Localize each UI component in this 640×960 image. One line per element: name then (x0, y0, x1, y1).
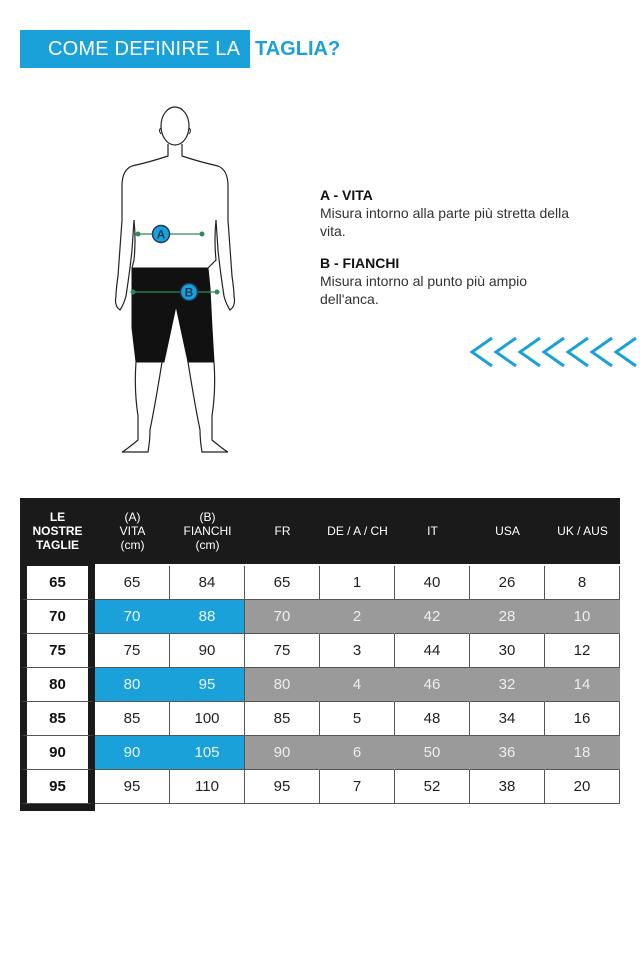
header-line: USA (495, 524, 520, 538)
header-line: (B) (199, 510, 216, 524)
table-cell: 16 (545, 702, 620, 736)
header-line: DE / A / CH (327, 524, 388, 538)
table-cell: 38 (470, 770, 545, 804)
table-cell: 95 (170, 668, 245, 702)
table-cell: 65 (95, 566, 170, 600)
table-cell: 12 (545, 634, 620, 668)
measure-waist (320, 186, 580, 240)
header-line: (cm) (120, 538, 145, 552)
chevron-left-icon (468, 334, 640, 375)
body-figure (100, 100, 250, 460)
table-cell: 34 (470, 702, 545, 736)
measurement-info (320, 186, 580, 322)
label-a: A (156, 227, 166, 242)
table-cell: 100 (170, 702, 245, 736)
header-our-sizes (20, 498, 95, 564)
page-header (20, 30, 340, 68)
table-cell: 1 (320, 566, 395, 600)
table-cell: 80 (95, 668, 170, 702)
table-cell: 44 (395, 634, 470, 668)
header-hips (170, 498, 245, 564)
header-line: TAGLIE (35, 538, 80, 552)
table-cell: 5 (320, 702, 395, 736)
size-cell: 85 (20, 702, 95, 736)
table-cell: 7 (320, 770, 395, 804)
header-de-a-ch (320, 498, 395, 564)
size-cell: 70 (20, 600, 95, 634)
table-row (20, 702, 620, 736)
size-cell: 80 (20, 668, 95, 702)
header-line: UK / AUS (557, 524, 608, 538)
table-cell: 18 (545, 736, 620, 770)
size-cell: 75 (20, 634, 95, 668)
table-cell: 48 (395, 702, 470, 736)
table-cell: 85 (245, 702, 320, 736)
table-row (20, 736, 620, 770)
header-waist (95, 498, 170, 564)
measure-waist-description: Misura intorno alla parte più stretta della vita. (320, 205, 570, 239)
header-line: LE (49, 510, 66, 524)
table-cell: 65 (245, 566, 320, 600)
table-cell: 95 (95, 770, 170, 804)
table-row (20, 634, 620, 668)
header-uk-aus (545, 498, 620, 564)
table-cell: 30 (470, 634, 545, 668)
table-cell: 80 (245, 668, 320, 702)
table-cell: 95 (245, 770, 320, 804)
size-table-body (20, 564, 620, 811)
table-cell: 10 (545, 600, 620, 634)
table-row (20, 770, 620, 804)
measure-hips-title: B - FIANCHI (320, 255, 400, 271)
measure-hips-description: Misura intorno al punto più ampio dell'anca. (320, 273, 528, 307)
header-title-strong: TAGLIA? (255, 37, 341, 60)
table-cell: 105 (170, 736, 245, 770)
header-line: VITA (119, 524, 146, 538)
table-cell: 4 (320, 668, 395, 702)
label-b: B (184, 285, 194, 300)
header-fr (245, 498, 320, 564)
table-cell: 14 (545, 668, 620, 702)
table-cell: 90 (245, 736, 320, 770)
size-table-header (20, 498, 620, 564)
size-table (20, 498, 620, 811)
size-cell: 65 (20, 566, 95, 600)
table-cell: 84 (170, 566, 245, 600)
table-cell: 3 (320, 634, 395, 668)
table-row (20, 668, 620, 702)
table-row (20, 600, 620, 634)
table-row (20, 566, 620, 600)
table-cell: 28 (470, 600, 545, 634)
table-cell: 88 (170, 600, 245, 634)
table-cell: 75 (245, 634, 320, 668)
header-usa (470, 498, 545, 564)
table-cell: 70 (245, 600, 320, 634)
measure-hips (320, 254, 580, 308)
body-outline-illustration (100, 100, 250, 460)
table-cell: 70 (95, 600, 170, 634)
table-cell: 32 (470, 668, 545, 702)
size-cell: 95 (20, 770, 95, 804)
table-cell: 90 (170, 634, 245, 668)
size-cell: 90 (20, 736, 95, 770)
table-cell: 85 (95, 702, 170, 736)
table-cell: 52 (395, 770, 470, 804)
table-cell: 6 (320, 736, 395, 770)
table-bottom-cap (20, 804, 95, 811)
table-cell: 46 (395, 668, 470, 702)
header-title-plain: COME DEFINIRE LA (20, 30, 250, 68)
table-cell: 75 (95, 634, 170, 668)
table-cell: 50 (395, 736, 470, 770)
table-cell: 8 (545, 566, 620, 600)
table-cell: 90 (95, 736, 170, 770)
table-cell: 2 (320, 600, 395, 634)
header-line: FR (274, 524, 291, 538)
header-it (395, 498, 470, 564)
header-line: FIANCHI (183, 524, 232, 538)
table-cell: 42 (395, 600, 470, 634)
table-cell: 110 (170, 770, 245, 804)
header-line: NOSTRE (32, 524, 83, 538)
header-line: (cm) (195, 538, 220, 552)
table-cell: 20 (545, 770, 620, 804)
header-line: (A) (124, 510, 141, 524)
table-cell: 36 (470, 736, 545, 770)
table-cell: 26 (470, 566, 545, 600)
measure-waist-title: A - VITA (320, 187, 373, 203)
header-line: IT (427, 524, 438, 538)
table-cell: 40 (395, 566, 470, 600)
